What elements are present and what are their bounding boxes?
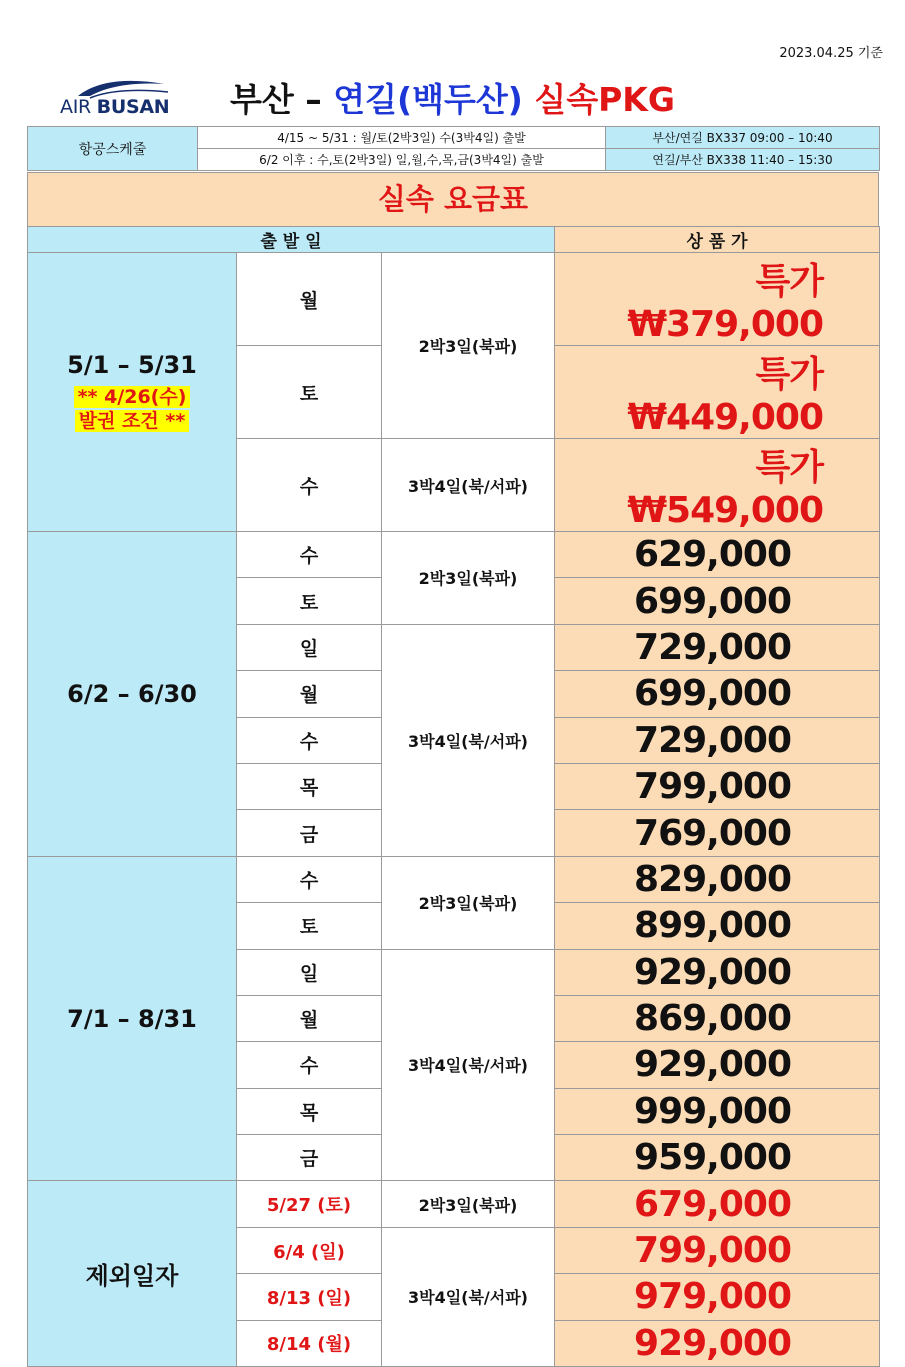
- condition-line-1: ** 4/26(수): [74, 386, 191, 408]
- price: 729,000: [555, 624, 880, 670]
- period-range: 7/1 – 8/31: [28, 856, 237, 1181]
- flight-schedule-table: [27, 126, 880, 171]
- price: 특가 ₩549,000: [555, 439, 880, 532]
- period-cell: [28, 253, 237, 532]
- departure-day: 월: [237, 253, 382, 346]
- price: 799,000: [555, 1227, 880, 1273]
- departure-day: 목: [237, 1088, 382, 1134]
- trip-duration: 2박3일(북파): [382, 1181, 555, 1227]
- price: 929,000: [555, 1320, 880, 1366]
- header-price: 상 품 가: [555, 227, 880, 253]
- price: 829,000: [555, 856, 880, 902]
- table-row: [28, 1181, 880, 1227]
- departure-day: 금: [237, 810, 382, 856]
- departure-day: 일: [237, 949, 382, 995]
- price: 769,000: [555, 810, 880, 856]
- departure-day: 수: [237, 717, 382, 763]
- departure-day: 수: [237, 1042, 382, 1088]
- condition-line-2: 발권 조건 **: [75, 410, 190, 432]
- price: 699,000: [555, 578, 880, 624]
- departure-day: 토: [237, 346, 382, 439]
- trip-duration: 2박3일(북파): [382, 532, 555, 625]
- table-row: [28, 856, 880, 902]
- logo-air-text: AIR: [60, 96, 91, 118]
- excluded-date: 6/4 (일): [237, 1227, 382, 1273]
- logo-busan-text: BUSAN: [96, 96, 170, 118]
- trip-duration: 3박4일(북/서파): [382, 439, 555, 532]
- trip-duration: 3박4일(북/서파): [382, 949, 555, 1181]
- price: 979,000: [555, 1274, 880, 1320]
- price: 959,000: [555, 1135, 880, 1181]
- period-range: 6/2 – 6/30: [28, 532, 237, 857]
- excluded-date: 8/13 (일): [237, 1274, 382, 1320]
- trip-duration: 3박4일(북/서파): [382, 1227, 555, 1366]
- price: 929,000: [555, 1042, 880, 1088]
- price: 899,000: [555, 903, 880, 949]
- price: 특가 ₩449,000: [555, 346, 880, 439]
- date-basis: 2023.04.25 기준: [779, 46, 883, 61]
- fare-table: [27, 226, 880, 1367]
- flight-return: 연길/부산 BX338 11:40 – 15:30: [606, 149, 880, 171]
- price: 929,000: [555, 949, 880, 995]
- departure-day: 수: [237, 439, 382, 532]
- departure-day: 토: [237, 578, 382, 624]
- price: 특가 ₩379,000: [555, 253, 880, 346]
- schedule-line-1: 4/15 ~ 5/31 : 월/토(2박3일) 수(3박4일) 출발: [198, 127, 606, 149]
- schedule-label: 항공스케줄: [28, 127, 198, 171]
- title-destination: 연길(백두산): [333, 80, 523, 119]
- page-title: [0, 74, 905, 121]
- table-row: [28, 253, 880, 346]
- header-departure: 출 발 일: [28, 227, 555, 253]
- title-package: 실속PKG: [522, 80, 675, 119]
- trip-duration: 2박3일(북파): [382, 856, 555, 949]
- price: 729,000: [555, 717, 880, 763]
- departure-day: 일: [237, 624, 382, 670]
- departure-day: 수: [237, 856, 382, 902]
- excluded-date: 8/14 (월): [237, 1320, 382, 1366]
- departure-day: 월: [237, 671, 382, 717]
- price: 799,000: [555, 763, 880, 809]
- departure-day: 금: [237, 1135, 382, 1181]
- ticketing-condition: [28, 385, 236, 433]
- excluded-date: 5/27 (토): [237, 1181, 382, 1227]
- price: 679,000: [555, 1181, 880, 1227]
- table-row: [28, 532, 880, 578]
- trip-duration: 3박4일(북/서파): [382, 624, 555, 856]
- departure-day: 토: [237, 903, 382, 949]
- period-range: 5/1 – 5/31: [67, 351, 197, 379]
- fare-table-title: 실속 요금표: [27, 172, 879, 227]
- price: 629,000: [555, 532, 880, 578]
- title-origin: 부산 –: [230, 80, 334, 119]
- departure-day: 목: [237, 763, 382, 809]
- price: 869,000: [555, 995, 880, 1041]
- schedule-line-2: 6/2 이후 : 수,토(2박3일) 일,월,수,목,금(3박4일) 출발: [198, 149, 606, 171]
- flight-outbound: 부산/연길 BX337 09:00 – 10:40: [606, 127, 880, 149]
- departure-day: 수: [237, 532, 382, 578]
- price: 999,000: [555, 1088, 880, 1134]
- departure-day: 월: [237, 995, 382, 1041]
- price: 699,000: [555, 671, 880, 717]
- trip-duration: 2박3일(북파): [382, 253, 555, 439]
- excluded-dates-label: 제외일자: [28, 1181, 237, 1367]
